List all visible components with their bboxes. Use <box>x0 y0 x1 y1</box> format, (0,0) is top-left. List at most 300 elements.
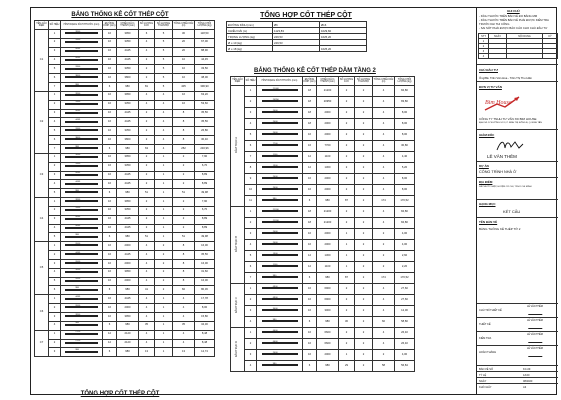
table-cell: 4445 <box>117 180 139 189</box>
bar-shape-length: 3800 <box>75 74 81 77</box>
table-cell: 2 <box>139 127 155 136</box>
table-cell: 1 <box>339 262 355 273</box>
table-cell: 2 <box>49 339 61 348</box>
table-cell: 16 <box>303 185 317 196</box>
bar-shape <box>262 331 298 333</box>
bar-shape-cell <box>257 97 303 108</box>
table-row <box>35 321 215 330</box>
footer-value: A3 <box>523 385 527 389</box>
bar-shape <box>65 112 98 114</box>
table-row <box>35 224 215 233</box>
location-label: ĐỊA ĐIỂM <box>479 180 493 184</box>
table-cell: 16 <box>103 127 117 136</box>
table-cell: 2 <box>373 251 395 262</box>
table-cell: 1 <box>155 215 173 224</box>
bar-shape-cell <box>61 162 103 171</box>
table-cell: 4445 <box>117 56 139 65</box>
table-cell: 8,89 <box>195 171 215 180</box>
table-row <box>35 304 215 313</box>
table-row <box>231 262 415 273</box>
bar-shape <box>262 287 298 289</box>
table-row <box>231 361 415 372</box>
table-cell: 2 <box>339 163 355 174</box>
table-cell: 8 <box>173 109 195 118</box>
table-cell: 16 <box>103 56 117 65</box>
bar-shape-length: 2000 <box>272 109 278 112</box>
table-cell: 4 <box>155 118 173 127</box>
table-cell: 2 <box>49 38 61 47</box>
table-cell: 12 <box>303 262 317 273</box>
table-cell: 2 <box>173 153 195 162</box>
table-cell: 4 <box>373 152 395 163</box>
table-row <box>231 240 415 251</box>
table-cell: 4 <box>373 284 395 295</box>
table-cell: 8 <box>173 251 195 260</box>
table-cell: 20 <box>173 38 195 47</box>
member-name-cell <box>231 284 245 328</box>
table-cell: 16 <box>173 100 195 109</box>
member-name-cell <box>35 30 49 92</box>
column-header: TỔNG KHỐI LƯỢNG (kg) <box>195 21 215 30</box>
bar-shape-length: 980 <box>75 348 79 351</box>
table-cell: 4 <box>155 136 173 145</box>
table-row <box>231 273 415 284</box>
signature-mark <box>528 338 544 343</box>
table-cell: 2000 <box>117 259 139 268</box>
bar-shape-cell <box>61 321 103 330</box>
table-row <box>35 251 215 260</box>
category-label: HẠNG MỤC <box>479 202 496 206</box>
table-cell: 21200 <box>317 207 339 218</box>
table-cell: 16 <box>303 130 317 141</box>
bar-shape-length: 980 <box>272 197 277 200</box>
table-cell: 6 <box>49 286 61 295</box>
table-row <box>231 196 415 207</box>
table-cell: 3800 <box>117 136 139 145</box>
table-cell: 16 <box>103 100 117 109</box>
table-cell: 16 <box>103 162 117 171</box>
table-cell: 60 <box>373 317 395 328</box>
table-cell: 1 <box>49 30 61 39</box>
director-label: GIÁM ĐỐC <box>479 133 495 137</box>
bar-shape-cell <box>257 152 303 163</box>
role-person: LÊ VĂN THÊM <box>527 305 543 308</box>
table-cell: 8,00 <box>395 108 415 119</box>
bar-shape <box>262 320 298 322</box>
table-cell: 7 <box>49 83 61 92</box>
member-name: C1 <box>39 58 44 62</box>
bar-shape-cell <box>61 65 103 74</box>
role-person: LÊ VĂN THÊM <box>527 347 543 350</box>
table-row <box>35 189 215 198</box>
bar-shape <box>262 166 298 168</box>
table-cell: 18 <box>303 97 317 108</box>
table-cell: 4 <box>373 207 395 218</box>
table-cell: 2 <box>355 185 373 196</box>
bar-shape-cell <box>61 100 103 109</box>
table-cell: 6,70 <box>195 206 215 215</box>
table-cell: 2 <box>139 56 155 65</box>
table-cell: 6900 <box>317 295 339 306</box>
table-cell: 2 <box>355 350 373 361</box>
table-row <box>35 65 215 74</box>
director-signature <box>495 138 525 152</box>
table-cell: 405 <box>173 83 195 92</box>
table-cell: 5 <box>155 56 173 65</box>
bar-shape-length: 3350 <box>75 163 81 166</box>
bar-shape-length: 980 <box>272 318 277 321</box>
footer-value: 08/2020 <box>523 379 533 383</box>
table-cell: 2 <box>355 240 373 251</box>
bar-shape-cell <box>61 277 103 286</box>
column-header: HÌNH DẠNG KÍCH THƯỚC (mm) <box>61 21 103 30</box>
table-cell: 84,80 <box>395 207 415 218</box>
summary-cell: Ø ≤ 18 (kg) <box>227 46 273 52</box>
table-cell: 2000 <box>317 185 339 196</box>
table-cell: 11 <box>245 196 257 207</box>
table-row <box>35 118 215 127</box>
table-cell: 16 <box>103 109 117 118</box>
bar-shape-length: 20950 <box>272 98 279 101</box>
bar-shape-length: 21200 <box>272 219 279 222</box>
table-cell: 2 <box>339 130 355 141</box>
table-cell: 12,74 <box>195 348 215 357</box>
table-cell: 4445 <box>117 171 139 180</box>
table-cell: 2 <box>139 215 155 224</box>
bar-shape-length: 3000 <box>272 307 278 310</box>
bar-shape-cell <box>61 295 103 304</box>
table-cell: 4 <box>139 251 155 260</box>
table-cell: 6 <box>103 348 117 357</box>
revision-cell: 2 <box>479 44 489 49</box>
table-row <box>35 259 215 268</box>
bar-shape-length: 3350 <box>75 65 81 68</box>
column-header: CHIỀU DÀI 1 THANH (mm) <box>117 21 139 30</box>
bar-shape <box>262 144 298 146</box>
table-cell: 1 <box>49 295 61 304</box>
designer-label: ĐƠN VỊ TƯ VẤN <box>479 85 502 89</box>
bar-shape-length: 4445 <box>75 295 81 298</box>
bar-shape <box>262 177 298 179</box>
role-label: THIẾT KẾ <box>479 323 491 326</box>
table-cell: 5 <box>245 130 257 141</box>
table-cell: 16,00 <box>195 277 215 286</box>
column-header: SỐ LƯỢNG TOÀN BỘ <box>155 21 173 30</box>
table-cell: 4 <box>155 144 173 153</box>
column-header: HÌNH DẠNG KÍCH THƯỚC (mm) <box>257 77 303 86</box>
summary-title: TỔNG HỢP CỐT THÉP CỘT <box>260 12 352 19</box>
table-row <box>35 198 215 207</box>
bar-shape-length: 3950 <box>75 30 81 33</box>
summary-cell: 1625,20 <box>320 34 367 40</box>
column-summary-footer-title: TỔNG HỢP CỐT THÉP CỘT <box>80 391 160 397</box>
bar-shape-cell <box>257 251 303 262</box>
bar-shape-length: 980 <box>75 83 79 86</box>
bar-shape-length: 3950 <box>75 92 81 95</box>
bar-shape-cell <box>61 47 103 56</box>
table-cell: 6 <box>49 74 61 83</box>
table-cell: 16 <box>103 215 117 224</box>
bar-shape-length: 4445 <box>75 216 81 219</box>
table-cell: 1 <box>155 198 173 207</box>
table-cell: 16 <box>103 242 117 251</box>
table-row <box>35 162 215 171</box>
table-cell: 3800 <box>117 74 139 83</box>
table-cell: 2 <box>355 174 373 185</box>
table-cell: 2000 <box>117 277 139 286</box>
table-cell: 980 <box>117 321 139 330</box>
table-cell: 49,98 <box>195 189 215 198</box>
table-cell: 6 <box>303 317 317 328</box>
table-cell: 2 <box>355 97 373 108</box>
bar-shape <box>65 262 98 264</box>
table-row <box>35 295 215 304</box>
table-cell: 83,80 <box>395 97 415 108</box>
bar-shape <box>262 353 298 355</box>
bar-shape-length: 4445 <box>75 225 81 228</box>
table-cell: 6 <box>139 30 155 39</box>
director-section <box>477 129 558 161</box>
column-header: SỐ HIỆU <box>245 77 257 86</box>
bar-shape <box>65 315 98 317</box>
table-cell: 9 <box>245 174 257 185</box>
table-cell: 396,90 <box>195 83 215 92</box>
table-cell: 16 <box>103 180 117 189</box>
bar-shape-length: 6600 <box>272 340 278 343</box>
table-cell: 2 <box>155 268 173 277</box>
bar-shape-length: 2000 <box>75 278 81 281</box>
location-section <box>477 177 558 199</box>
table-cell: 4 <box>139 304 155 313</box>
bar-shape-length: 980 <box>272 274 277 277</box>
bar-shape-cell <box>61 38 103 47</box>
table-cell: 18 <box>303 86 317 97</box>
table-cell: 2000 <box>317 350 339 361</box>
table-cell: 4 <box>155 109 173 118</box>
bar-shape-length: 4445 <box>75 110 81 113</box>
member-name-cell <box>35 330 49 357</box>
table-cell: 4 <box>245 119 257 130</box>
table-cell: 1100 <box>317 262 339 273</box>
bar-shape-cell <box>257 240 303 251</box>
bar-shape <box>65 218 98 220</box>
table-row <box>231 295 415 306</box>
bar-shape <box>65 59 98 61</box>
table-cell: 1 <box>155 304 173 313</box>
table-cell: 4 <box>139 91 155 100</box>
table-cell: 2 <box>355 306 373 317</box>
table-cell: 2 <box>339 86 355 97</box>
bar-shape <box>262 298 298 300</box>
bar-shape-cell <box>61 348 103 357</box>
table-cell: 2 <box>355 262 373 273</box>
table-cell: 2 <box>355 108 373 119</box>
table-cell: 4445 <box>117 118 139 127</box>
bar-shape-cell <box>61 268 103 277</box>
member-name: C2 <box>39 120 44 123</box>
table-cell: 4 <box>245 317 257 328</box>
bar-shape <box>262 122 298 124</box>
table-cell: 8,48 <box>195 330 215 339</box>
table-cell: 2000 <box>117 242 139 251</box>
table-cell: 5 <box>49 233 61 242</box>
table-cell: 174 <box>373 273 395 284</box>
table-cell: 3 <box>49 47 61 56</box>
table-cell: 3 <box>49 215 61 224</box>
table-cell: 980 <box>317 273 339 284</box>
table-cell: 18 <box>303 108 317 119</box>
company-name: CÔNG TY TNHH TƯ VẤN XD BIM HOUSE <box>479 117 537 121</box>
table-header-row <box>35 21 215 30</box>
bar-shape-cell <box>257 273 303 284</box>
table-cell: 26,40 <box>395 339 415 350</box>
bar-shape-cell <box>61 180 103 189</box>
table-cell: 2 <box>245 339 257 350</box>
table-cell: 38,00 <box>195 74 215 83</box>
table-cell: 8,89 <box>195 215 215 224</box>
table-cell: 21200 <box>317 218 339 229</box>
table-cell: 3 <box>49 348 61 357</box>
table-cell: 4,00 <box>395 229 415 240</box>
bar-shape <box>262 111 298 113</box>
table-cell: 8,89 <box>195 224 215 233</box>
drawing-section <box>477 217 558 235</box>
table-cell: 13 <box>139 348 155 357</box>
table-cell: 16 <box>103 118 117 127</box>
bar-shape-cell <box>61 118 103 127</box>
member-name-cell <box>231 328 245 372</box>
table-cell: 87 <box>339 273 355 284</box>
bar-shape <box>65 138 98 140</box>
bar-shape <box>65 165 98 167</box>
table-cell: 2 <box>339 97 355 108</box>
table-cell: 2 <box>339 306 355 317</box>
table-cell: 88,90 <box>195 47 215 56</box>
table-cell: 2 <box>355 141 373 152</box>
revision-cell <box>507 54 543 59</box>
table-cell: 1 <box>155 233 173 242</box>
table-cell: 21200 <box>317 86 339 97</box>
summary-cell: 249,53 <box>273 34 320 40</box>
table-row <box>35 83 215 92</box>
table-cell: 2 <box>49 251 61 260</box>
table-cell: 4 <box>139 339 155 348</box>
table-cell: 4 <box>139 313 155 322</box>
table-cell: 3 <box>245 229 257 240</box>
bar-shape-cell <box>257 284 303 295</box>
table-cell: 4 <box>139 330 155 339</box>
table-cell: 12 <box>303 251 317 262</box>
table-cell: 7 <box>245 273 257 284</box>
revision-cell: 4 <box>479 54 489 59</box>
bar-shape <box>65 200 98 202</box>
table-cell: 1 <box>49 242 61 251</box>
bar-shape-length: 2000 <box>272 120 278 123</box>
table-cell: 2120 <box>117 330 139 339</box>
table-cell: 4 <box>49 56 61 65</box>
column-header: ĐƯỜNG KÍNH (mm) <box>303 77 317 86</box>
table-cell: 2 <box>355 196 373 207</box>
table-cell: 16 <box>303 350 317 361</box>
table-cell: 8,89 <box>195 180 215 189</box>
table-cell: 1 <box>155 162 173 171</box>
footer-label: KHỔ GIẤY <box>479 385 492 389</box>
table-cell: 16 <box>303 339 317 350</box>
table-cell: 1 <box>339 240 355 251</box>
table-cell: 2 <box>339 218 355 229</box>
bar-shape-cell <box>61 74 103 83</box>
bar-shape-cell <box>257 317 303 328</box>
table-row <box>35 30 215 39</box>
table-cell: 3350 <box>117 65 139 74</box>
table-cell: 980 <box>317 361 339 372</box>
table-cell: 4 <box>49 268 61 277</box>
table-cell: 2 <box>339 108 355 119</box>
member-name: DẦM TRỤC A <box>235 137 239 154</box>
column-header: SỐ LƯỢNG TOÀN BỘ <box>355 77 373 86</box>
table-cell: 12 <box>103 330 117 339</box>
bar-shape-cell <box>257 119 303 130</box>
table-cell: 20950 <box>317 97 339 108</box>
table-cell: 7 <box>245 152 257 163</box>
table-cell: 26,80 <box>195 127 215 136</box>
table-cell: 58 <box>373 361 395 372</box>
table-cell: 2 <box>355 229 373 240</box>
table-cell: 16 <box>103 198 117 207</box>
bar-shape-cell <box>257 130 303 141</box>
table-cell: 3 <box>245 306 257 317</box>
table-row <box>35 286 215 295</box>
table-cell: 3950 <box>117 198 139 207</box>
bar-shape <box>65 227 98 229</box>
table-cell: 10 <box>173 56 195 65</box>
table-cell: 35,56 <box>195 118 215 127</box>
bar-shape-length: 3350 <box>75 101 81 104</box>
table-cell: 4 <box>373 86 395 97</box>
table-row <box>35 206 215 215</box>
table-cell: 18 <box>303 218 317 229</box>
table-cell: 6,70 <box>195 162 215 171</box>
table-cell: 2 <box>355 361 373 372</box>
member-name: DẦM TRỤC B <box>235 236 239 253</box>
table-cell: 5 <box>155 38 173 47</box>
table-cell: 8 <box>173 136 195 145</box>
table-cell: 2 <box>139 109 155 118</box>
table-cell: 12 <box>303 152 317 163</box>
table-cell: 1 <box>49 153 61 162</box>
table-row <box>231 284 415 295</box>
table-cell: 2000 <box>317 130 339 141</box>
table-cell: 16 <box>303 328 317 339</box>
bar-shape-length: 3800 <box>75 136 81 139</box>
role-label: CHỦ TRÌ THIẾT KẾ <box>479 309 502 312</box>
table-cell: 1 <box>245 86 257 97</box>
bar-shape-length: 3350 <box>75 39 81 42</box>
table-row <box>231 328 415 339</box>
member-name-cell <box>35 295 49 330</box>
table-cell: 16 <box>103 259 117 268</box>
summary-cell: 1123,83 <box>273 28 320 34</box>
table-cell: 3950 <box>117 313 139 322</box>
table-cell: 10 <box>173 74 195 83</box>
bar-shape <box>65 342 98 344</box>
bar-shape <box>262 188 298 190</box>
table-cell: 5 <box>155 47 173 56</box>
table-cell: 16 <box>303 306 317 317</box>
column-header: TÊN CẤU KIỆN <box>35 21 49 30</box>
table-cell: 7 <box>49 144 61 153</box>
table-cell: 1 <box>49 330 61 339</box>
